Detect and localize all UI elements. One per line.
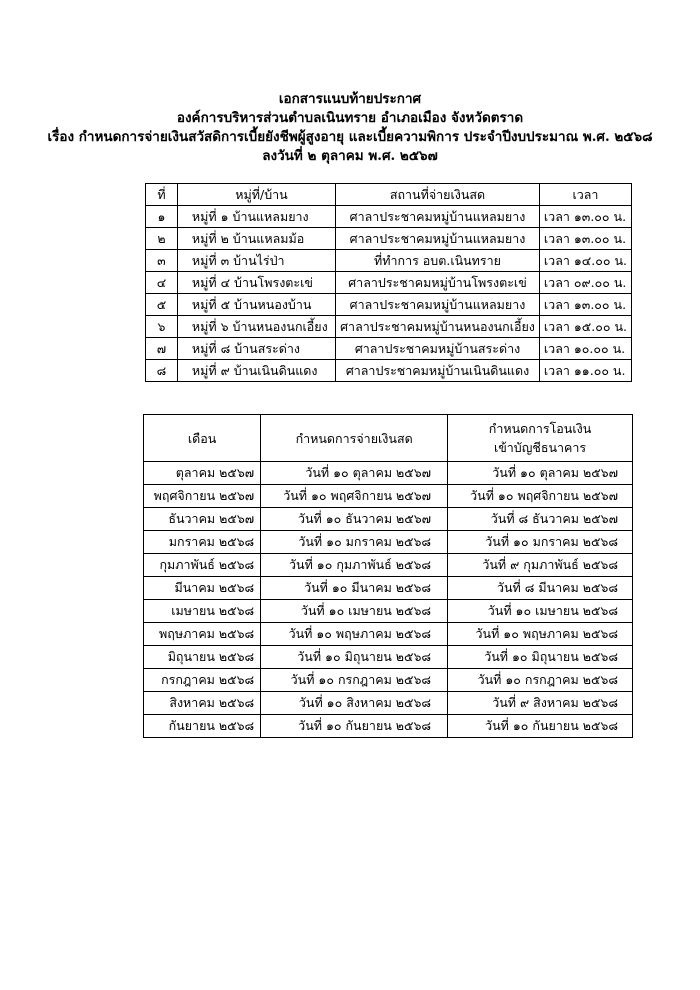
payment-time: เวลา ๑๕.๐๐ น. bbox=[539, 316, 631, 338]
village-name: หมู่ที่ ๓ บ้านไร่ป่า bbox=[177, 250, 335, 272]
cash-payment-date: วันที่ ๑๐ พฤษภาคม ๒๕๖๘ bbox=[261, 623, 448, 646]
column-header-cash: กำหนดการจ่ายเงินสด bbox=[261, 415, 448, 462]
cash-payment-date: วันที่ ๑๐ กรกฎาคม ๒๕๖๘ bbox=[261, 669, 448, 692]
village-name: หมู่ที่ ๒ บ้านแหลมม้อ bbox=[177, 228, 335, 250]
cash-payment-date: วันที่ ๑๐ พฤศจิกายน ๒๕๖๗ bbox=[261, 485, 448, 508]
village-name: หมู่ที่ ๑ บ้านแหลมยาง bbox=[177, 206, 335, 228]
payment-time: เวลา ๑๔.๐๐ น. bbox=[539, 250, 631, 272]
payment-location-table bbox=[145, 183, 632, 382]
payment-place: ศาลาประชาคมหมู่บ้านเนินดินแดง bbox=[336, 360, 540, 382]
table-row bbox=[144, 623, 633, 646]
month-name: กันยายน ๒๕๖๘ bbox=[144, 715, 261, 738]
month-name: เมษายน ๒๕๖๘ bbox=[144, 600, 261, 623]
table-row bbox=[144, 646, 633, 669]
transfer-header-line2: เข้าบัญชีธนาคาร bbox=[493, 440, 587, 455]
transfer-header-line1: กำหนดการโอนเงิน bbox=[488, 421, 592, 436]
bank-transfer-date: วันที่ ๑๐ กรกฎาคม ๒๕๖๘ bbox=[448, 669, 633, 692]
table-row bbox=[144, 692, 633, 715]
table-row bbox=[144, 485, 633, 508]
bank-transfer-date: วันที่ ๑๐ พฤศจิกายน ๒๕๖๗ bbox=[448, 485, 633, 508]
payment-time: เวลา ๑๓.๐๐ น. bbox=[539, 294, 631, 316]
month-name: มกราคม ๒๕๖๘ bbox=[144, 531, 261, 554]
payment-place: ศาลาประชาคมหมู่บ้านสระด่าง bbox=[336, 338, 540, 360]
bank-transfer-date: วันที่ ๘ มีนาคม ๒๕๖๘ bbox=[448, 577, 633, 600]
column-header-transfer bbox=[448, 415, 633, 462]
table-row bbox=[144, 508, 633, 531]
cash-payment-date: วันที่ ๑๐ สิงหาคม ๒๕๖๘ bbox=[261, 692, 448, 715]
cash-payment-date: วันที่ ๑๐ มีนาคม ๒๕๖๘ bbox=[261, 577, 448, 600]
column-header-month: เดือน bbox=[144, 415, 261, 462]
organization-name: องค์การบริหารส่วนตำบลเนินทราย อำเภอเมือง จังหวัดตราด bbox=[176, 110, 524, 126]
payment-place: ที่ทำการ อบต.เนินทราย bbox=[336, 250, 540, 272]
document-header bbox=[0, 90, 700, 166]
payment-time: เวลา ๑๓.๐๐ น. bbox=[539, 206, 631, 228]
row-number: ๖ bbox=[146, 316, 178, 338]
bank-transfer-date: วันที่ ๑๐ มกราคม ๒๕๖๘ bbox=[448, 531, 633, 554]
village-name: หมู่ที่ ๖ บ้านหนองนกเอี้ยง bbox=[177, 316, 335, 338]
cash-payment-date: วันที่ ๑๐ มิถุนายน ๒๕๖๘ bbox=[261, 646, 448, 669]
village-name: หมู่ที่ ๘ บ้านสระด่าง bbox=[177, 338, 335, 360]
table-row bbox=[146, 360, 632, 382]
month-name: พฤษภาคม ๒๕๖๘ bbox=[144, 623, 261, 646]
subject-line: เรื่อง กำหนดการจ่ายเงินสวัสดิการเบี้ยยังชีพผู้สูงอายุ และเบี้ยความพิการ ประจำปีงบประมาณ พ.ศ. ๒๕๖๘ bbox=[47, 129, 653, 145]
payment-time: เวลา ๐๙.๐๐ น. bbox=[539, 272, 631, 294]
table-row bbox=[144, 531, 633, 554]
row-number: ๕ bbox=[146, 294, 178, 316]
month-name: มีนาคม ๒๕๖๘ bbox=[144, 577, 261, 600]
row-number: ๓ bbox=[146, 250, 178, 272]
table-row bbox=[144, 554, 633, 577]
bank-transfer-date: วันที่ ๑๐ กันยายน ๒๕๖๘ bbox=[448, 715, 633, 738]
announcement-date: ลงวันที่ ๒ ตุลาคม พ.ศ. ๒๕๖๗ bbox=[262, 148, 438, 164]
column-header-place: สถานที่จ่ายเงินสด bbox=[336, 184, 540, 206]
payment-place: ศาลาประชาคมหมู่บ้านหนองนกเอี้ยง bbox=[336, 316, 540, 338]
bank-transfer-date: วันที่ ๑๐ มิถุนายน ๒๕๖๘ bbox=[448, 646, 633, 669]
month-name: ธันวาคม ๒๕๖๗ bbox=[144, 508, 261, 531]
bank-transfer-date: วันที่ ๙ สิงหาคม ๒๕๖๘ bbox=[448, 692, 633, 715]
cash-payment-date: วันที่ ๑๐ มกราคม ๒๕๖๘ bbox=[261, 531, 448, 554]
table-row bbox=[144, 462, 633, 485]
month-name: มิถุนายน ๒๕๖๘ bbox=[144, 646, 261, 669]
bank-transfer-date: วันที่ ๙ กุมภาพันธ์ ๒๕๖๘ bbox=[448, 554, 633, 577]
table-row bbox=[146, 250, 632, 272]
village-name: หมู่ที่ ๙ บ้านเนินดินแดง bbox=[177, 360, 335, 382]
table-row bbox=[146, 272, 632, 294]
month-name: สิงหาคม ๒๕๖๘ bbox=[144, 692, 261, 715]
payment-place: ศาลาประชาคมหมู่บ้านแหลมยาง bbox=[336, 294, 540, 316]
table-row bbox=[146, 316, 632, 338]
payment-time: เวลา ๑๑.๐๐ น. bbox=[539, 360, 631, 382]
row-number: ๗ bbox=[146, 338, 178, 360]
table-row bbox=[146, 294, 632, 316]
month-name: ตุลาคม ๒๕๖๗ bbox=[144, 462, 261, 485]
payment-place: ศาลาประชาคมหมู่บ้านแหลมยาง bbox=[336, 206, 540, 228]
column-header-village: หมู่ที่/บ้าน bbox=[177, 184, 335, 206]
row-number: ๒ bbox=[146, 228, 178, 250]
village-name: หมู่ที่ ๔ บ้านโพรงตะเข่ bbox=[177, 272, 335, 294]
payment-time: เวลา ๑๓.๐๐ น. bbox=[539, 228, 631, 250]
table-row bbox=[144, 577, 633, 600]
column-header-time: เวลา bbox=[539, 184, 631, 206]
cash-payment-date: วันที่ ๑๐ เมษายน ๒๕๖๘ bbox=[261, 600, 448, 623]
payment-date-table bbox=[143, 414, 633, 738]
attachment-title: เอกสารแนบท้ายประกาศ bbox=[278, 91, 422, 107]
bank-transfer-date: วันที่ ๑๐ เมษายน ๒๕๖๘ bbox=[448, 600, 633, 623]
row-number: ๑ bbox=[146, 206, 178, 228]
bank-transfer-date: วันที่ ๑๐ พฤษภาคม ๒๕๖๘ bbox=[448, 623, 633, 646]
row-number: ๔ bbox=[146, 272, 178, 294]
cash-payment-date: วันที่ ๑๐ กันยายน ๒๕๖๘ bbox=[261, 715, 448, 738]
table-header-row bbox=[146, 184, 632, 206]
table-row bbox=[144, 669, 633, 692]
table-row bbox=[146, 228, 632, 250]
month-name: พฤศจิกายน ๒๕๖๗ bbox=[144, 485, 261, 508]
table-row bbox=[144, 715, 633, 738]
bank-transfer-date: วันที่ ๘ ธันวาคม ๒๕๖๗ bbox=[448, 508, 633, 531]
bank-transfer-date: วันที่ ๑๐ ตุลาคม ๒๕๖๗ bbox=[448, 462, 633, 485]
row-number: ๘ bbox=[146, 360, 178, 382]
payment-place: ศาลาประชาคมหมู่บ้านแหลมยาง bbox=[336, 228, 540, 250]
month-name: กุมภาพันธ์ ๒๕๖๘ bbox=[144, 554, 261, 577]
table-row bbox=[146, 206, 632, 228]
table-row bbox=[146, 338, 632, 360]
month-name: กรกฎาคม ๒๕๖๘ bbox=[144, 669, 261, 692]
cash-payment-date: วันที่ ๑๐ กุมภาพันธ์ ๒๕๖๘ bbox=[261, 554, 448, 577]
column-header-no: ที่ bbox=[146, 184, 178, 206]
table-header-row bbox=[144, 415, 633, 462]
table-row bbox=[144, 600, 633, 623]
payment-place: ศาลาประชาคมหมู่บ้านโพรงตะเข่ bbox=[336, 272, 540, 294]
cash-payment-date: วันที่ ๑๐ ตุลาคม ๒๕๖๗ bbox=[261, 462, 448, 485]
payment-time: เวลา ๑๐.๐๐ น. bbox=[539, 338, 631, 360]
village-name: หมู่ที่ ๕ บ้านหนองบ้าน bbox=[177, 294, 335, 316]
cash-payment-date: วันที่ ๑๐ ธันวาคม ๒๕๖๗ bbox=[261, 508, 448, 531]
